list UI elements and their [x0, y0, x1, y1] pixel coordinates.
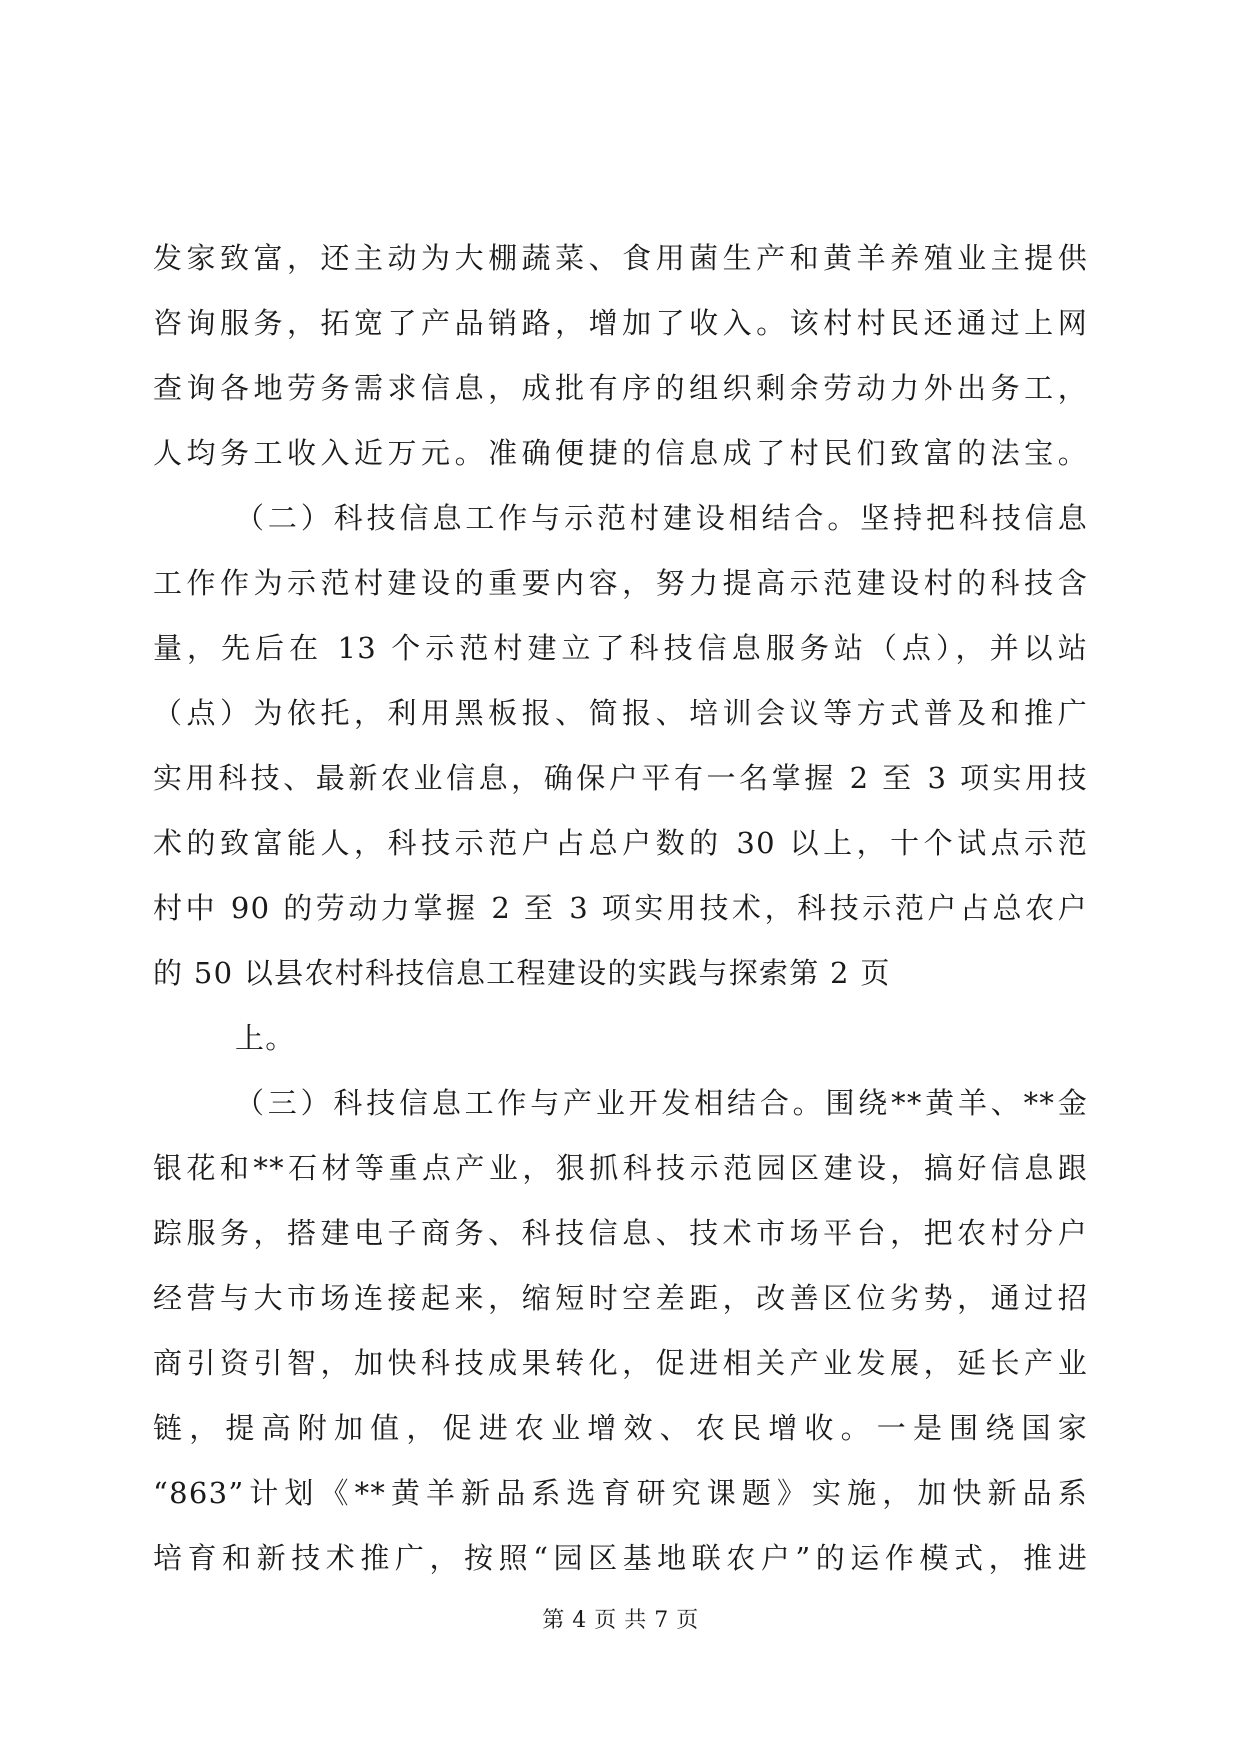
- body-line: 量，先后在 13 个示范村建立了科技信息服务站（点），并以站: [153, 631, 1088, 665]
- page-footer: 第 4 页 共 7 页: [542, 1608, 699, 1633]
- body-line: 实用科技、最新农业信息，确保户平有一名掌握 2 至 3 项实用技: [153, 761, 1088, 795]
- body-line: 培育和新技术推广，按照“园区基地联农户”的运作模式，推进: [153, 1541, 1088, 1575]
- body-line: 咨询服务，拓宽了产品销路，增加了收入。该村村民还通过上网: [153, 306, 1088, 340]
- body-line: 术的致富能人，科技示范户占总户数的 30 以上，十个试点示范: [153, 826, 1088, 860]
- body-line: 工作作为示范村建设的重要内容，努力提高示范建设村的科技含: [153, 566, 1088, 600]
- body-line: 村中 90 的劳动力掌握 2 至 3 项实用技术，科技示范户占总农户: [153, 891, 1088, 925]
- body-line: 查询各地劳务需求信息，成批有序的组织剩余劳动力外出务工，: [153, 371, 1088, 405]
- body-line: 的 50 以县农村科技信息工程建设的实践与探索第 2 页: [153, 956, 891, 990]
- body-line: 踪服务，搭建电子商务、科技信息、技术市场平台，把农村分户: [153, 1216, 1088, 1250]
- body-line: “863”计划《**黄羊新品系选育研究课题》实施，加快新品系: [153, 1476, 1088, 1510]
- body-line: 经营与大市场连接起来，缩短时空差距，改善区位劣势，通过招: [153, 1281, 1088, 1315]
- body-line: 银花和**石材等重点产业，狠抓科技示范园区建设，搞好信息跟: [153, 1151, 1088, 1185]
- body-line: 发家致富，还主动为大棚蔬菜、食用菌生产和黄羊养殖业主提供: [153, 241, 1088, 275]
- body-line: 人均务工收入近万元。准确便捷的信息成了村民们致富的法宝。: [153, 436, 1088, 470]
- body-line: 链，提高附加值，促进农业增效、农民增收。一是围绕国家: [153, 1411, 1088, 1445]
- body-line: 上。: [235, 1021, 296, 1055]
- body-line: （点）为依托，利用黑板报、简报、培训会议等方式普及和推广: [153, 696, 1088, 730]
- paragraph-heading-3: （三）科技信息工作与产业开发相结合。围绕**黄羊、**金: [235, 1086, 1088, 1120]
- body-line: 商引资引智，加快科技成果转化，促进相关产业发展，延长产业: [153, 1346, 1088, 1380]
- paragraph-heading-2: （二）科技信息工作与示范村建设相结合。坚持把科技信息: [235, 501, 1088, 535]
